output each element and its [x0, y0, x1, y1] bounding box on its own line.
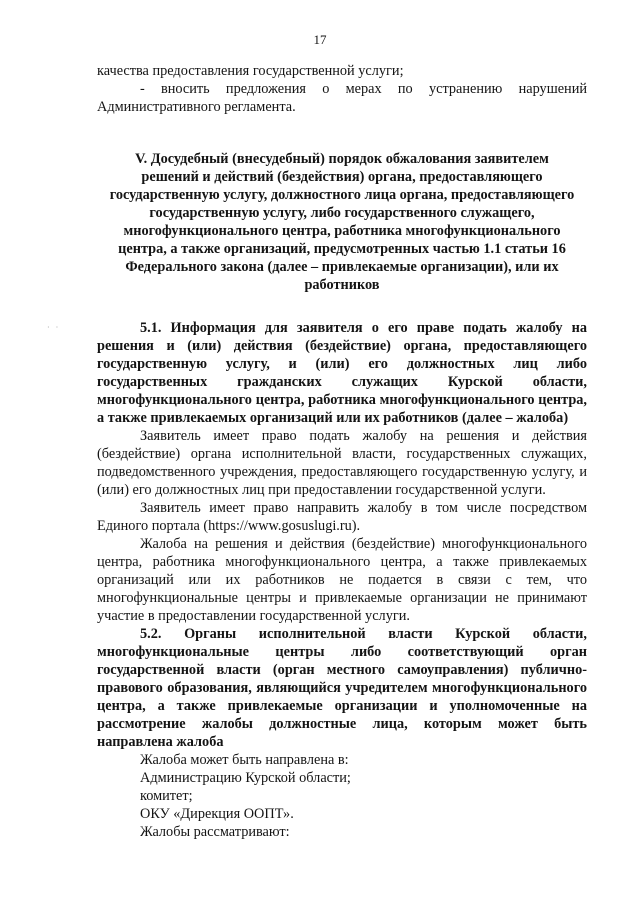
list-item: Жалоба может быть направлена в: — [140, 752, 349, 768]
list-item: Жалобы рассматривают: — [140, 824, 290, 840]
margin-mark: · · — [47, 323, 61, 332]
paragraph-portal: Заявитель имеет право направить жалобу в том числе посредством Единого портала (https://www.gosuslugi.ru). — [97, 500, 587, 534]
paragraph-mfc-complaint: Жалоба на решения и действия (бездействие) многофункционального центра, работника многофункционального центра, а также привлекаемых организаций или их работников не подается в связи с тем, что многофункциональные центры и привлекаемые организации не принимают участие в предоставлении государственной услуги. — [97, 536, 587, 624]
subsection-heading-5-2: 5.2. Органы исполнительной власти Курской области, многофункциональные центры либо соответствующий орган государственной власти (орган местного самоуправления) публично-правового образования, являющийся учредителем многофункционального центра, а также привлекаемые организации и уполномоченные на рассмотрение жалобы должностные лица, которым может быть направлена жалоба — [97, 626, 587, 750]
list-item: Администрацию Курской области; — [140, 770, 351, 786]
section-heading: V. Досудебный (внесудебный) порядок обжалования заявителем решений и действий (бездействия) органа, предоставляющего государственную услугу, должностного лица органа, предоставляющего государственную услугу, либо государственного служащего, многофункционального центра, работника многофункционального центра, а также организаций, предусмотренных частью 1.1 статьи 16 Федерального закона (далее – привлекаемые организации), или их работников — [109, 151, 575, 293]
paragraph-right-to-complain: Заявитель имеет право подать жалобу на решения и действия (бездействие) органа исполнительной власти, государственных служащих, подведомственного учреждения, предоставляющего государственную услугу, и (или) его должностных лиц при предоставлении государственной услуги. — [97, 428, 587, 498]
paragraph-quality-services: качества предоставления государственной услуги; — [97, 63, 404, 79]
list-item: комитет; — [140, 788, 193, 804]
paragraph-proposals: - вносить предложения о мерах по устранению нарушений Административного регламента. — [97, 81, 587, 115]
subsection-heading-5-1: 5.1. Информация для заявителя о его праве подать жалобу на решения и (или) действия (бездействие) органа, предоставляющего государственную услугу, и (или) его должностных лиц либо государственных гражданских служащих Курской области, многофункционального центра, работника многофункционального центра, а также привлекаемых организаций или их работников (далее – жалоба) — [97, 320, 587, 426]
document-body — [97, 62, 587, 841]
list-item: ОКУ «Дирекция ООПТ». — [140, 806, 294, 822]
page-number: 17 — [313, 32, 327, 47]
